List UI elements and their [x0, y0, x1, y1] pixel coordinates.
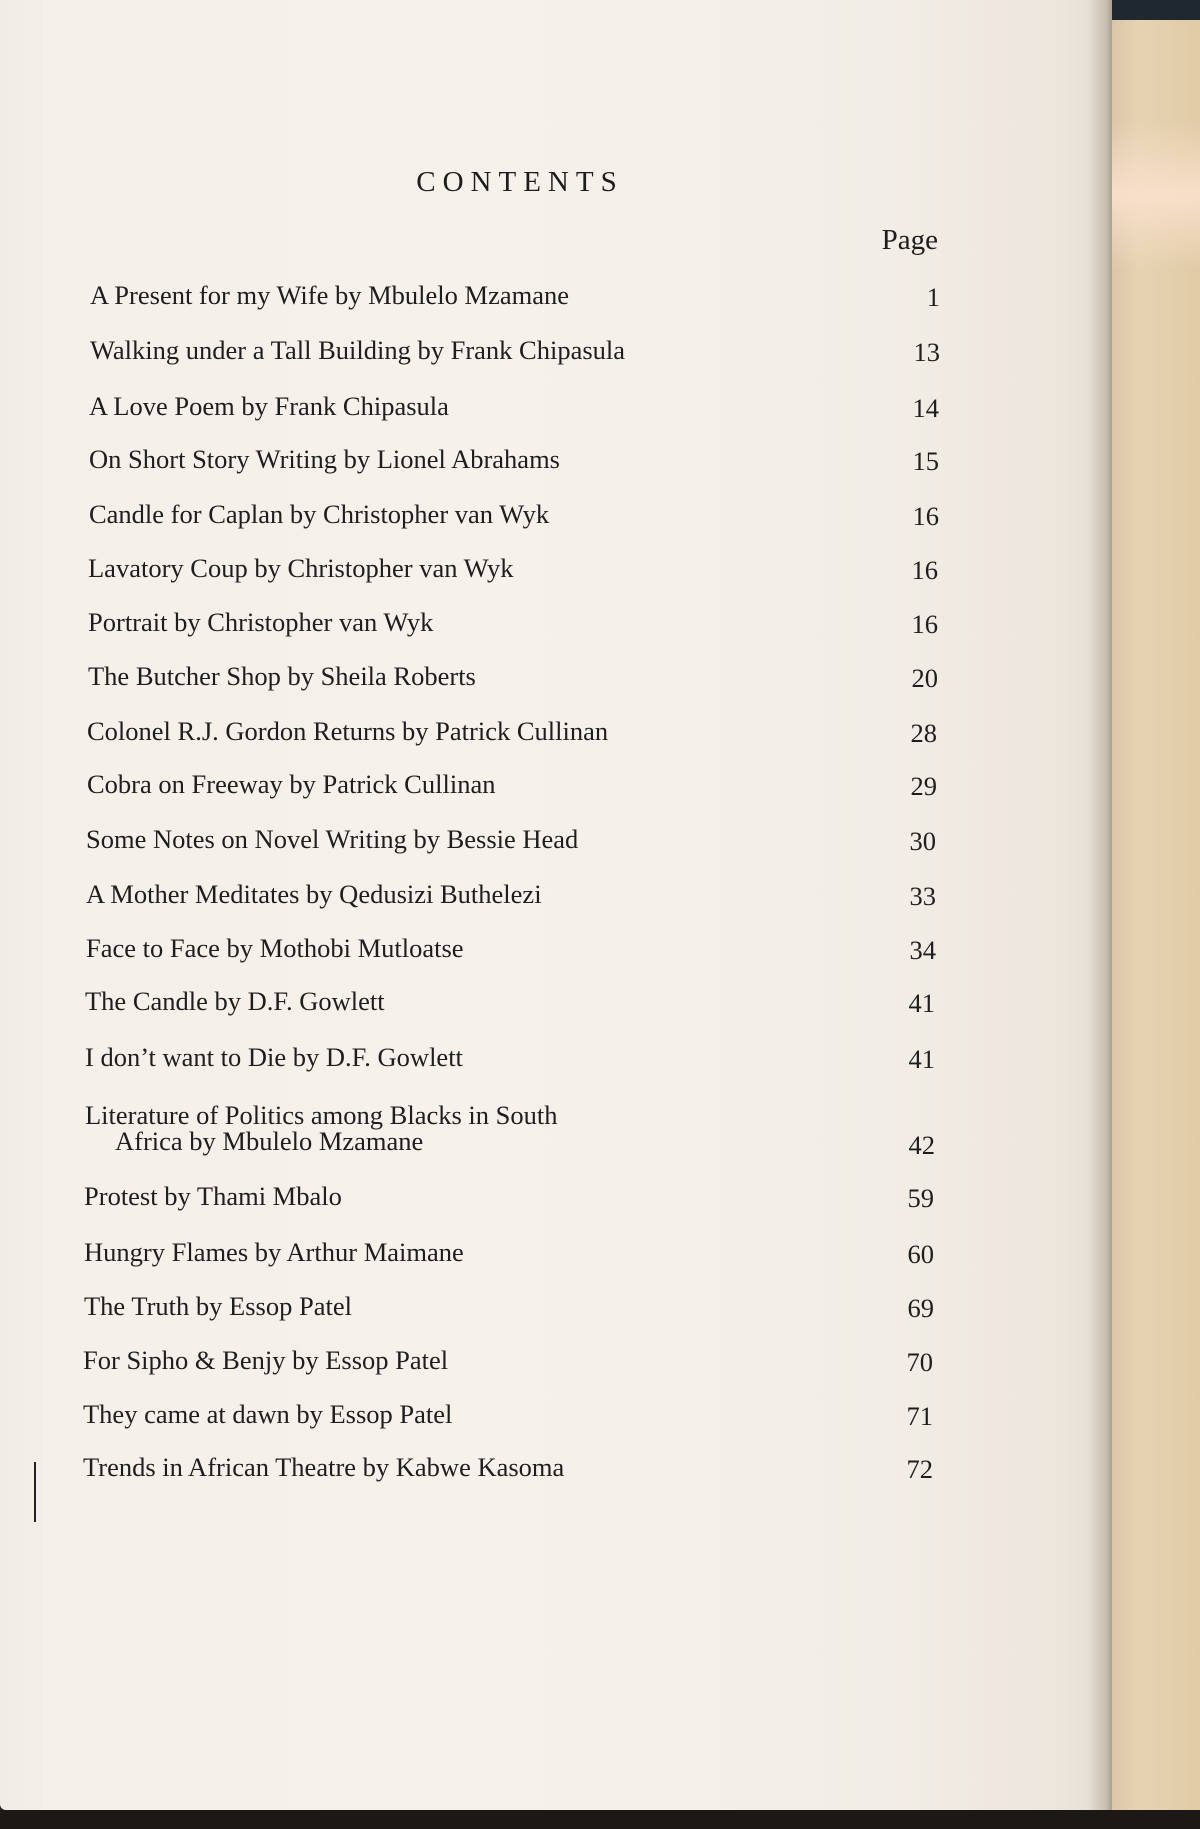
page-column-heading: Page [881, 224, 938, 256]
toc-entry-title: Cobra on Freeway by Patrick Cullinan [87, 769, 496, 799]
toc-entry-title: Portrait by Christopher van Wyk [88, 607, 434, 637]
toc-entry-page: 16 [911, 609, 938, 639]
toc-entry-page: 72 [906, 1454, 933, 1484]
toc-entry-title: The Butcher Shop by Sheila Roberts [88, 661, 476, 691]
toc-entry-title: A Mother Meditates by Qedusizi Buthelezi [86, 879, 542, 909]
toc-entry-page: 41 [908, 1044, 935, 1074]
adjacent-page-light-band [1112, 120, 1200, 270]
toc-entry-page: 69 [907, 1293, 934, 1323]
toc-entry-page: 16 [911, 555, 938, 585]
adjacent-page-edge [1112, 20, 1200, 1810]
toc-entry-title: Literature of Politics among Blacks in South [85, 1100, 558, 1130]
toc-entry-title-continued: Africa by Mbulelo Mzamane [115, 1126, 424, 1156]
toc-entry-title: Trends in African Theatre by Kabwe Kasoma [83, 1452, 565, 1482]
toc-entry-title: Hungry Flames by Arthur Maimane [84, 1237, 464, 1267]
toc-entry-page: 14 [912, 393, 939, 423]
toc-entry-title: A Present for my Wife by Mbulelo Mzamane [90, 280, 570, 310]
toc-entry-title: A Love Poem by Frank Chipasula [89, 391, 449, 421]
scan-background-top [1112, 0, 1200, 22]
toc-entry-page: 60 [907, 1239, 934, 1269]
scan-background-bottom [0, 1810, 1200, 1829]
toc-entry-title: On Short Story Writing by Lionel Abrahams [89, 444, 560, 474]
toc-entry-page: 29 [910, 771, 937, 801]
toc-entry-title: The Truth by Essop Patel [84, 1291, 352, 1321]
toc-entry-title: Candle for Caplan by Christopher van Wyk [89, 499, 550, 529]
toc-entry-page: 41 [908, 988, 935, 1018]
toc-entry-title: For Sipho & Benjy by Essop Patel [83, 1345, 449, 1375]
toc-entry-page: 30 [909, 826, 936, 856]
toc-entry-page: 34 [909, 935, 936, 965]
toc-entry-title: Some Notes on Novel Writing by Bessie Head [86, 824, 579, 854]
toc-entry-title: Walking under a Tall Building by Frank Chipasula [90, 335, 626, 365]
toc-entry-page: 1 [926, 282, 940, 312]
toc-entry-page: 15 [912, 446, 939, 476]
toc-entry-page: 71 [906, 1401, 933, 1431]
toc-entry-page: 13 [913, 337, 940, 367]
toc-entry-title: Lavatory Coup by Christopher van Wyk [88, 553, 514, 583]
toc-entry-title: I don’t want to Die by D.F. Gowlett [85, 1042, 463, 1072]
toc-entry-page: 20 [911, 663, 938, 693]
toc-entry-page: 42 [908, 1130, 935, 1160]
toc-entry-title: Protest by Thami Mbalo [84, 1181, 342, 1211]
toc-entry-title: They came at dawn by Essop Patel [83, 1399, 453, 1429]
toc-entry-title: Face to Face by Mothobi Mutloatse [86, 933, 464, 963]
contents-heading: CONTENTS [416, 166, 624, 198]
toc-entry-page: 16 [912, 501, 939, 531]
toc-entry-title: Colonel R.J. Gordon Returns by Patrick Cullinan [87, 716, 609, 746]
toc-entry-page: 59 [907, 1183, 934, 1213]
toc-entry-page: 33 [909, 881, 936, 911]
toc-entry-page: 70 [906, 1347, 933, 1377]
toc-entry-page: 28 [910, 718, 937, 748]
toc-entry-title: The Candle by D.F. Gowlett [85, 986, 385, 1016]
